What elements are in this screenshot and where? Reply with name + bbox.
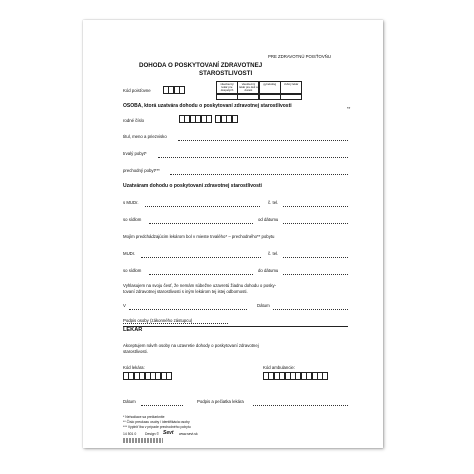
seat-label-2: so sídlom (123, 268, 142, 273)
temporary-address-line[interactable] (170, 174, 348, 175)
clinic-code-label: Kód ambulancie: (263, 365, 296, 370)
temporary-address-label: prechodný pobyt*** (123, 168, 160, 173)
category-general-adult: všeobecný lekár pre dospelých (216, 81, 238, 94)
from-date-label: od dátumu (258, 217, 279, 222)
category-dentist: zubný lekár (280, 81, 302, 94)
website-text: www.sevt.sk (179, 432, 198, 436)
permanent-address-label: trvalý pobyt* (123, 151, 147, 156)
footnote-3: *** Vyplniť iba v prípade prechodného pobytu (123, 425, 191, 429)
footnote-1: * Nehodiace sa prečiarknite (123, 415, 165, 419)
sevt-logo: Sevt (163, 430, 174, 436)
agreement-heading: Uzatváram dohodu o poskytovaní zdravotnej starostlivosti (123, 183, 262, 189)
previous-doctor-name-line[interactable] (141, 257, 261, 258)
date-label: Dátum (257, 303, 270, 308)
seat-line-2[interactable] (149, 274, 253, 275)
previous-doctor-label: Mojím predchádzajúcim lekárom bol v mieste trvalého* – prechodného** pobytu (123, 234, 275, 239)
doctor-accept-line-1: Akceptujem návrh osoby na uzavretie dohody o poskytovaní zdravotnej (123, 343, 259, 348)
seat-line-1[interactable] (149, 223, 253, 224)
clinic-code-boxes[interactable] (263, 372, 328, 380)
phone-line-2[interactable] (283, 257, 348, 258)
doctor-heading: LEKÁR (123, 327, 143, 333)
doctor-section-divider (123, 326, 348, 327)
form-title-line2: STAROSTLIVOSTI (199, 70, 253, 77)
insurer-code-boxes[interactable] (163, 86, 185, 94)
category-gynecologist: gynekológ (259, 81, 281, 94)
doctor-code-label: Kód lekára: (123, 365, 145, 370)
footnote-2: ** Číslo preukazu osoby / identifikácia osoby (123, 420, 190, 424)
category-check-boxes[interactable] (216, 94, 302, 102)
birth-number-label: rodné číslo (123, 118, 145, 123)
person-id-mark: ** (347, 106, 351, 111)
previous-doctor-name-label: MUDr. (123, 251, 136, 256)
insurer-note: PRE ZDRAVOTNÚ POISŤOVŇU (268, 54, 331, 59)
permanent-address-line[interactable] (158, 157, 348, 158)
seat-label-1: so sídlom (123, 217, 142, 222)
design-label: Design © (145, 432, 159, 436)
doctor-accept-line-2: starostlivosti. (123, 349, 148, 354)
to-date-line[interactable] (283, 274, 348, 275)
doctor-code-boxes[interactable] (123, 372, 172, 380)
statement-line-1: Vyhlasujem na svoju česť, že nemám súbežne uzavretú žiadnu dohodu o posky- (123, 283, 277, 288)
birth-number-boxes[interactable] (179, 115, 237, 123)
form-title-line1: DOHODA O POSKYTOVANÍ ZDRAVOTNEJ (139, 62, 263, 69)
phone-label-2: č. tel. (268, 251, 279, 256)
to-date-label: do dátumu (258, 268, 279, 273)
name-label: titul, meno a priezvisko (123, 134, 167, 139)
person-signature-line[interactable] (123, 323, 228, 324)
place-label: V (123, 303, 126, 308)
person-heading: OSOBA, ktorá uzatvára dohodu o poskytovaní zdravotnej starostlivosti (123, 103, 292, 109)
doctor-signature-line[interactable] (253, 405, 348, 406)
doctor-category-table (216, 81, 302, 94)
place-line[interactable] (129, 309, 247, 310)
phone-line-1[interactable] (283, 206, 348, 207)
phone-label-1: č. tel. (268, 200, 279, 205)
from-date-line[interactable] (283, 223, 348, 224)
person-signature-label: Podpis osoby (zákonného zástupcu) (123, 318, 193, 323)
doctor-name-line[interactable] (145, 206, 260, 207)
statement-line-2: tovaní zdravotnej starostlivosti s iným lekárom tej istej odbornosti. (123, 289, 248, 294)
name-line[interactable] (178, 140, 348, 141)
barcode (123, 438, 163, 443)
doctor-name-label: s MUDr. (123, 200, 139, 205)
form-sheet (83, 20, 383, 448)
category-general-child: všeobecný lekár pre deti a dorast (239, 82, 258, 93)
doctor-date-label: Dátum (123, 399, 136, 404)
doctor-signature-label: Podpis a pečiatka lekára (197, 399, 244, 404)
doctor-date-line[interactable] (141, 405, 183, 406)
insurer-code-label: Kód poisťovne (123, 88, 151, 93)
date-line[interactable] (273, 309, 348, 310)
form-code: 14 501 0 (123, 432, 137, 436)
